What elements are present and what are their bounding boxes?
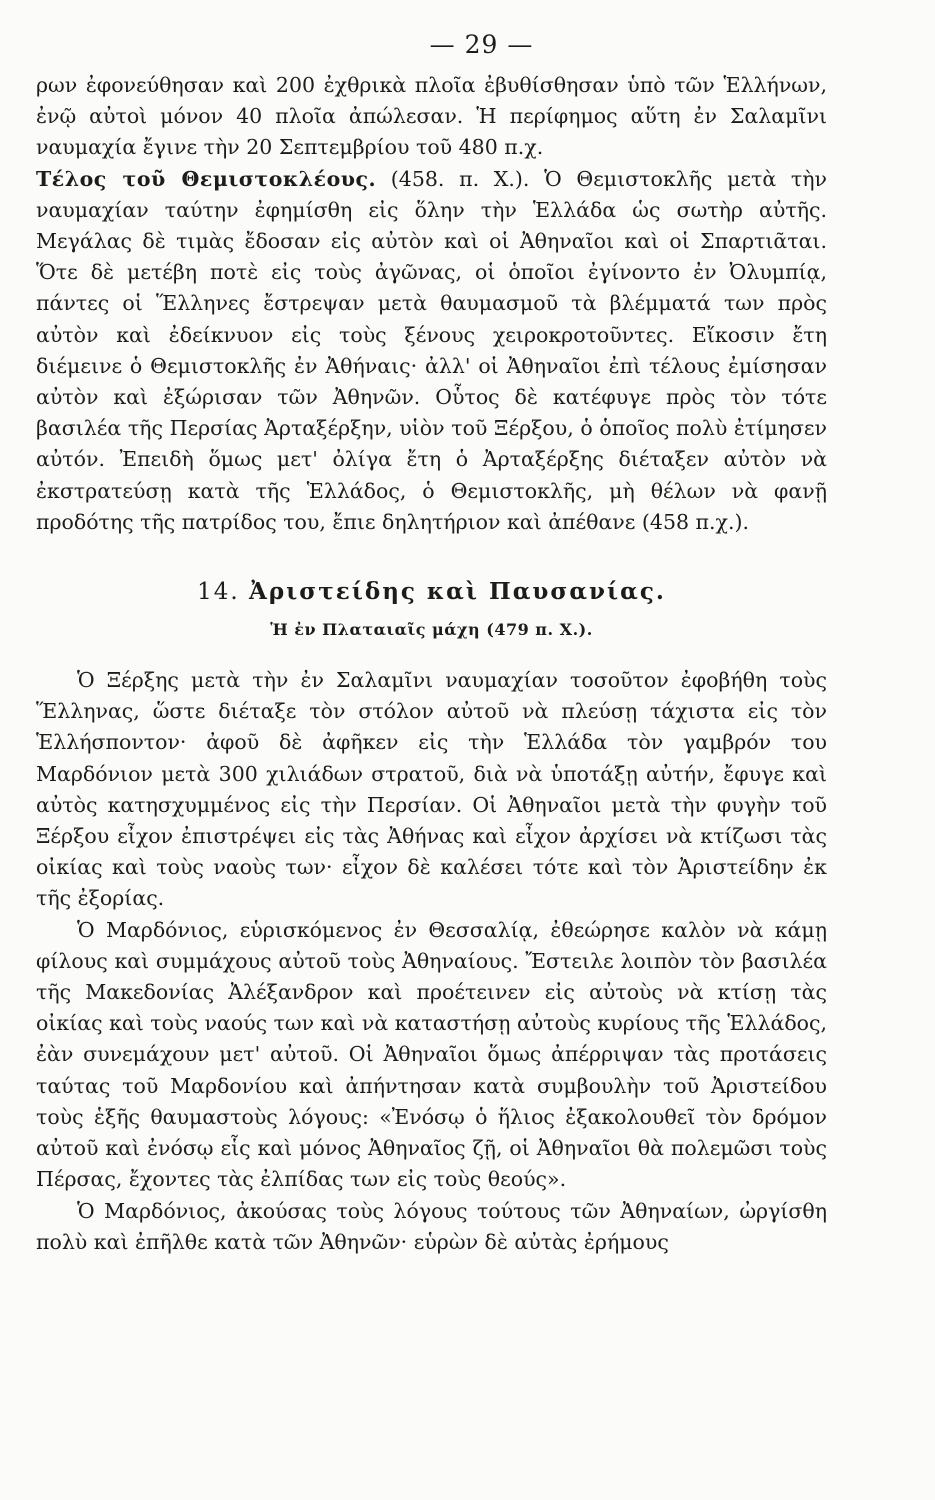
paragraph-themistocles-end [36,164,827,538]
paragraph-xerxes-flight: Ὁ Ξέρξης μετὰ τὴν ἐν Σαλαμῖνι ναυμαχίαν τοσοῦτον ἐφοβήθη τοὺς Ἕλληνας, ὥστε διέταξε τὸν στόλον αὐτοῦ νὰ πλεύσῃ τάχιστα εἰς τὸν Ἑλλήσποντον· ἀφοῦ δὲ ἀφῆκεν εἰς τὴν Ἑλλάδα τὸν γαμβρόν του Μαρδόνιον μετὰ 300 χιλιάδων στρατοῦ, διὰ νὰ ὑποτάξῃ αὐτήν, ἔφυγε καὶ αὐτὸς κατησχυμμένος εἰς τὴν Περσίαν. Οἱ Ἀθηναῖοι μετὰ τὴν φυγὴν τοῦ Ξέρξου εἶχον ἐπιστρέψει εἰς τὰς Ἀθήνας καὶ εἶχον ἀρχίσει νὰ κτίζωσι τὰς οἰκίας καὶ τοὺς ναοὺς των· εἶχον δὲ καλέσει τότε καὶ τὸν Ἀριστείδην ἐκ τῆς ἐξορίας. [36,668,827,911]
section-heading [36,578,827,605]
section-number: 14. [197,579,240,606]
section-subtitle: Ἡ ἐν Πλαταιαῖς μάχη (479 π. Χ.). [270,620,593,640]
paragraph-mardonius-offer: Ὁ Μαρδόνιος, εὑρισκόμενος ἐν Θεσσαλίᾳ, ἐθεώρησε καλὸν νὰ κάμῃ φίλους καὶ συμμάχους αὐτοῦ τοὺς Ἀθηναίους. Ἔστειλε λοιπὸν τὸν βασιλέα τῆς Μακεδονίας Ἀλέξανδρον καὶ προέτεινεν εἰς αὐτοὺς νὰ κτίσῃ τὰς οἰκίας καὶ τοὺς ναούς των καὶ νὰ καταστήσῃ αὐτοὺς κυρίους τῆς Ἑλλάδος, ἐὰν συνεμάχουν μετ' αὐτοῦ. Οἱ Ἀθηναῖοι ὅμως ἀπέρριψαν τὰς προτάσεις ταύτας τοῦ Μαρδονίου καὶ ἀπήντησαν κατὰ συμβουλὴν τοῦ Ἀριστείδου τοὺς ἑξῆς θαυμαστοὺς λόγους: «Ἐνόσῳ ὁ ἥλιος ἐξακολουθεῖ τὸν δρόμον αὐτοῦ καὶ ἐνόσῳ εἷς καὶ μόνος Ἀθηναῖος ζῇ, οἱ Ἀθηναῖοι θὰ πολεμῶσι τοὺς Πέρσας, ἔχοντες τὰς ἐλπίδας των εἰς τοὺς θεούς». [36,917,827,1192]
page-number: — 29 — [429,30,534,59]
section-title: Ἀριστείδης καὶ Παυσανίας. [249,578,666,606]
paragraph-title: Τέλος τοῦ Θεμιστοκλέους. [36,166,377,191]
paragraph-body: (458. π. Χ.). Ὁ Θεμιστοκλῆς μετὰ τὴν ναυμαχίαν ταύτην ἐφημίσθη εἰς ὅλην τὴν Ἑλλάδα ὡς σωτὴρ αὐτῆς. Μεγάλας δὲ τιμὰς ἔδοσαν εἰς αὐτὸν καὶ οἱ Ἀθηναῖοι καὶ οἱ Σπαρτιᾶται. Ὅτε δὲ μετέβη ποτὲ εἰς τοὺς ἀγῶνας, οἱ ὁποῖοι ἐγίνοντο ἐν Ὀλυμπίᾳ, πάντες οἱ Ἕλληνες ἔστρεψαν μετὰ θαυμασμοῦ τὰ βλέμματά των πρὸς αὐτὸν καὶ ἐδείκνυον εἰς τοὺς ξένους χειροκροτοῦντες. Εἴκοσιν ἔτη διέμεινε ὁ Θεμιστοκλῆς ἐν Ἀθήναις· ἀλλ' οἱ Ἀθηναῖοι ἐπὶ τέλους ἐμίσησαν αὐτὸν καὶ ἐξώρισαν τῶν Ἀθηνῶν. Οὗτος δὲ κατέφυγε πρὸς τὸν τότε βασιλέα τῆς Περσίας Ἀρταξέρξην, υἱὸν τοῦ Ξέρξου, ὁ ὁποῖος πολὺ ἐτίμησεν αὐτόν. Ἐπειδὴ ὅμως μετ' ὀλίγα ἔτη ὁ Ἀρταξέρξης διέταξεν αὐτὸν νὰ ἐκστρατεύσῃ κατὰ τῆς Ἑλλάδος, ὁ Θεμιστοκλῆς, μὴ θέλων νὰ φανῇ προδότης τῆς πατρίδος του, ἔπιε δηλητήριον καὶ ἀπέθανε (458 π.χ.). [36,166,827,534]
paragraph-mardonius-anger: Ὁ Μαρδόνιος, ἀκούσας τοὺς λόγους τούτους τῶν Ἀθηναίων, ὠργίσθη πολὺ καὶ ἐπῆλθε κατὰ τῶν Ἀθηνῶν· εὑρὼν δὲ αὐτὰς ἐρήμους [36,1198,827,1254]
paragraph-salamis-end: ρων ἐφονεύθησαν καὶ 200 ἐχθρικὰ πλοῖα ἐβυθίσθησαν ὑπὸ τῶν Ἑλλήνων, ἐνῷ αὐτοὶ μόνον 40 πλοῖα ἀπώλεσαν. Ἡ περίφημος αὕτη ἐν Σαλαμῖνι ναυμαχία ἔγινε τὴν 20 Σεπτεμβρίου τοῦ 480 π.χ. [36,73,827,160]
